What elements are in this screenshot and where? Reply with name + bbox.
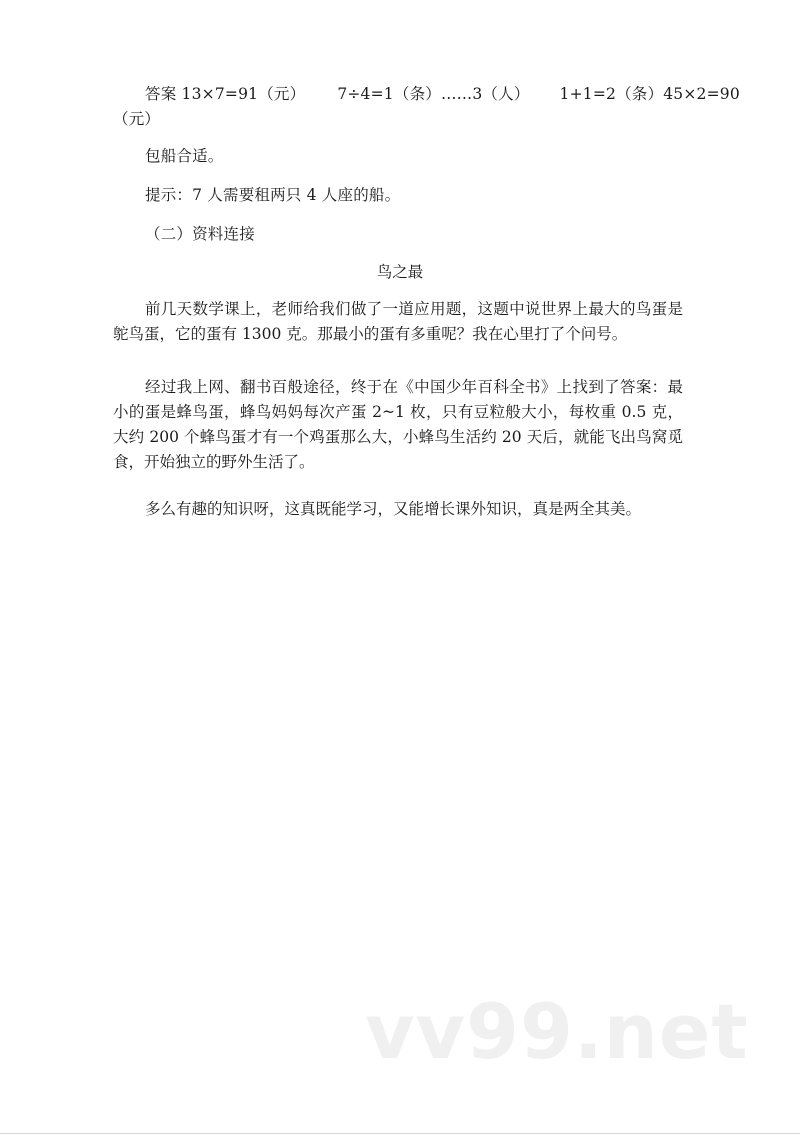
article-title: 鸟之最 [376,263,424,281]
watermark: vv99.net [365,987,749,1076]
answer-continuation: （元） [113,110,161,128]
answer-part-1: 答案 13×7=91（元） [145,85,306,103]
article-paragraph-2: 经过我上网、翻书百般途径，终于在《中国少年百科全书》上找到了答案：最小的蛋是蜂鸟蛋，蜂鸟妈妈每次产蛋 2~1 枚，只有豆粒般大小，每枚重 0.5 克，大约 200 个蜂鸟蛋才有一个鸡蛋那么大，小蜂鸟生活约 20 天后，就能飞出鸟窝觅食，开始独立的野外生活了。 [113,378,683,471]
answer-part-3: 1+1=2（条）45×2=90 [559,85,740,103]
answer-part-2: 7÷4=1（条）……3（人） [337,85,530,103]
section-heading: （二）资料连接 [145,225,255,243]
page-bottom-rule [0,1133,800,1134]
boat-conclusion: 包船合适。 [145,147,224,165]
article-paragraph-3: 多么有趣的知识呀，这真既能学习，又能增长课外知识，真是两全其美。 [145,500,642,518]
article-paragraph-1: 前几天数学课上，老师给我们做了一道应用题，这题中说世界上最大的鸟蛋是鸵鸟蛋，它的蛋有 1300 克。那最小的蛋有多重呢？我在心里打了个问号。 [113,300,683,343]
answer-line [145,84,740,104]
hint-line: 提示：7 人需要租两只 4 人座的船。 [145,186,401,204]
